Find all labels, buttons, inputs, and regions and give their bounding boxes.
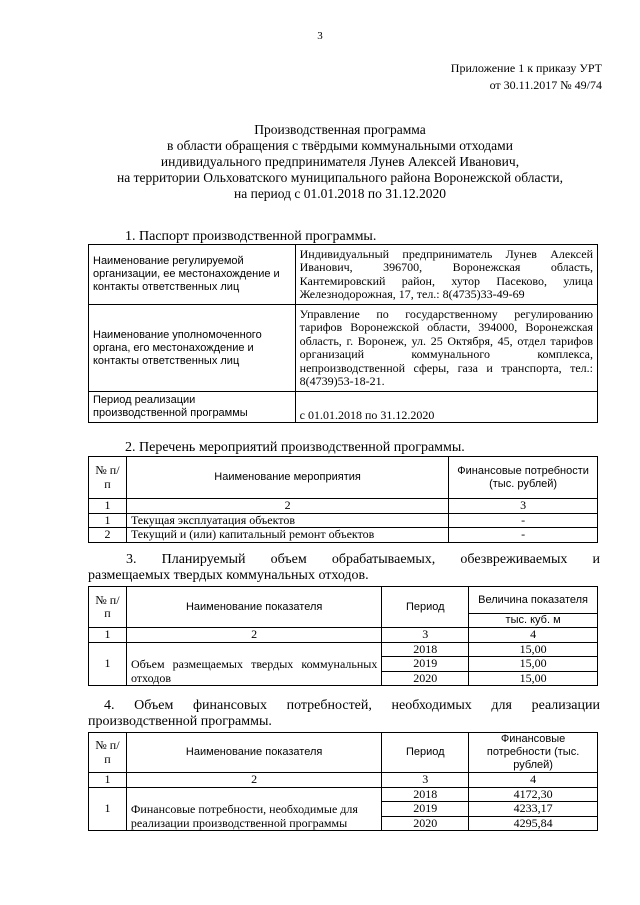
index-cell: 2: [126, 628, 381, 643]
title-line-2: в области обращения с твёрдыми коммунальными отходами: [167, 138, 513, 153]
table-row: [89, 787, 598, 802]
period-value: 15,00: [469, 642, 598, 657]
table-index-row: [89, 773, 598, 788]
index-cell: 2: [126, 773, 381, 788]
passport-value: Индивидуальный предприниматель Лунев Алексей Иванович, 396700, Воронежская область, Кантемировский район, хутор Пасеково, улица Железнодорожная, 17, тел.: 8(4735)33-49-69: [295, 245, 597, 305]
row-name: Финансовые потребности, необходимые для реализации производственной программы: [126, 787, 381, 831]
period-year: 2018: [382, 642, 469, 657]
activities-table: [88, 456, 598, 543]
section4-heading: 4. Объем финансовых потребностей, необходимых для реализации производственной программы.: [88, 698, 600, 729]
document-title: [60, 122, 620, 202]
passport-table: [88, 244, 598, 423]
passport-label: Период реализации производственной программы: [89, 392, 296, 423]
index-cell: 4: [469, 773, 598, 788]
table-index-row: [89, 628, 598, 643]
attachment-line-1: Приложение 1 к приказу УРТ: [450, 61, 602, 75]
title-line-3: индивидуального предпринимателя Лунев Алексей Иванович,: [160, 154, 520, 169]
title-line-5: на период с 01.01.2018 по 31.12.2020: [234, 186, 446, 201]
index-cell: 1: [89, 628, 127, 643]
table-header-row: [89, 587, 598, 614]
header-period: Период: [382, 587, 469, 628]
table-row: [89, 392, 598, 423]
table-row: [89, 642, 598, 657]
page-number: 3: [317, 30, 323, 42]
header-financial: Финансовые потребности (тыс. рублей): [449, 457, 598, 499]
passport-label: Наименование регулируемой организации, ее местонахождение и контакты ответственных лиц: [89, 245, 296, 305]
financial-needs-table: [88, 732, 598, 831]
period-year: 2018: [382, 787, 469, 802]
header-name: Наименование показателя: [126, 733, 381, 773]
index-cell: 1: [89, 773, 127, 788]
attachment-note: [451, 60, 602, 94]
row-name: Объем размещаемых твердых коммунальных отходов: [126, 642, 381, 686]
attachment-line-2: от 30.11.2017 № 49/74: [489, 78, 602, 92]
row-name: Текущий и (или) капитальный ремонт объектов: [126, 528, 448, 543]
row-num: 1: [89, 787, 127, 831]
row-financial: -: [449, 528, 598, 543]
table-row: [89, 528, 598, 543]
passport-label: Наименование уполномоченного органа, его местонахождение и контакты ответственных лиц: [89, 305, 296, 392]
period-value: 4233,17: [469, 802, 598, 817]
table-row: [89, 305, 598, 392]
row-num: 1: [89, 513, 127, 528]
section3-heading: [88, 552, 600, 584]
period-year: 2020: [382, 816, 469, 831]
period-value: 4172,30: [469, 787, 598, 802]
header-num: № п/п: [89, 457, 127, 499]
period-year: 2019: [382, 657, 469, 672]
title-line-4: на территории Ольховатского муниципального района Воронежской области,: [116, 170, 564, 185]
waste-volume-table: [88, 586, 598, 686]
header-value: Финансовые потребности (тыс. рублей): [469, 733, 598, 773]
table-row: [89, 513, 598, 528]
index-cell: 4: [469, 628, 598, 643]
section1-heading: 1. Паспорт производственной программы.: [125, 229, 377, 244]
index-cell: 3: [382, 773, 469, 788]
title-line-1: Производственная программа: [254, 122, 426, 137]
header-period: Период: [382, 733, 469, 773]
row-num: 1: [89, 642, 127, 686]
table-header-row: [89, 457, 598, 499]
index-cell: 1: [89, 499, 127, 514]
table-index-row: [89, 499, 598, 514]
passport-value: Управление по государственному регулированию тарифов Воронежской области, 394000, Воронежская область, г. Воронеж, ул. 25 Октября, 45, отдел тарифов организаций коммунального комплекса, непроизводственной сферы, газа и транспорта, тел.: 8(4739)53-18-21.: [295, 305, 597, 392]
period-year: 2020: [382, 671, 469, 686]
index-cell: 3: [449, 499, 598, 514]
period-value: 15,00: [469, 671, 598, 686]
header-num: № п/п: [89, 587, 127, 628]
section2-heading: 2. Перечень мероприятий производственной программы.: [125, 440, 465, 455]
period-value: 4295,84: [469, 816, 598, 831]
table-header-row: [89, 733, 598, 773]
table-row: [89, 245, 598, 305]
header-value: Величина показателя: [469, 587, 598, 614]
index-cell: 2: [126, 499, 448, 514]
row-num: 2: [89, 528, 127, 543]
row-financial: -: [449, 513, 598, 528]
index-cell: 3: [382, 628, 469, 643]
passport-value: с 01.01.2018 по 31.12.2020: [295, 392, 597, 423]
header-name: Наименование мероприятия: [126, 457, 448, 499]
header-num: № п/п: [89, 733, 127, 773]
header-unit: тыс. куб. м: [469, 614, 598, 628]
section3-heading-line-2: размещаемых твердых коммунальных отходов.: [88, 568, 369, 583]
period-year: 2019: [382, 802, 469, 817]
header-name: Наименование показателя: [126, 587, 381, 628]
section3-heading-line-1: 3. Планируемый объем обрабатываемых, обезвреживаемых и: [126, 552, 600, 567]
period-value: 15,00: [469, 657, 598, 672]
row-name: Текущая эксплуатация объектов: [126, 513, 448, 528]
